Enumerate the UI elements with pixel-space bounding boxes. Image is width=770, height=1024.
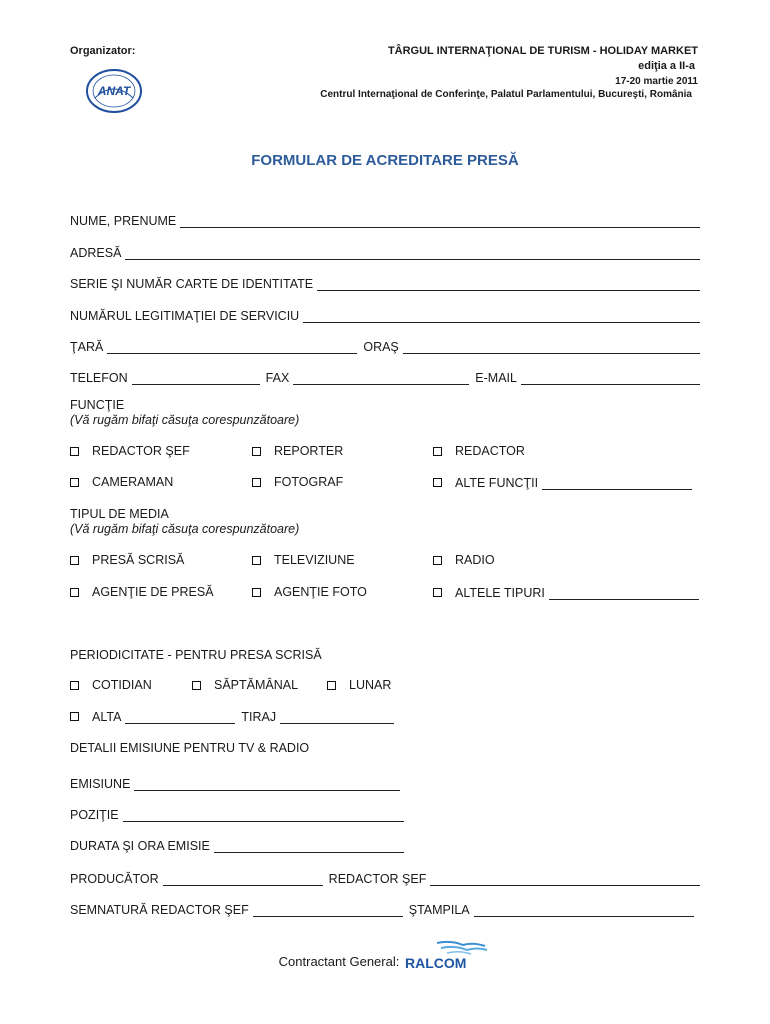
fax-field[interactable] [293, 372, 469, 385]
service-id-row [70, 303, 700, 323]
duration-row [70, 833, 404, 853]
country-label: ŢARĂ [70, 340, 104, 354]
checkbox-icon[interactable] [433, 478, 442, 487]
name-label: NUME, PRENUME [70, 214, 177, 228]
fax-label: FAX [265, 371, 290, 385]
address-label: ADRESĂ [70, 246, 122, 260]
email-label: E-MAIL [475, 371, 517, 385]
contractor-label: Contractant General: [278, 953, 400, 969]
function-hint: (Vă rugăm bifaţi căsuţa corespunzătoare) [70, 413, 300, 427]
anat-logo [85, 68, 143, 114]
stamp-field[interactable] [474, 904, 694, 917]
form-title: FORMULAR DE ACREDITARE PRESĂ [251, 152, 519, 169]
option-presa-scrisa[interactable]: PRESĂ SCRISĂ [70, 553, 184, 567]
option-fotograf[interactable]: FOTOGRAF [252, 475, 343, 489]
address-row [70, 240, 700, 260]
checkbox-icon[interactable] [70, 681, 79, 690]
chief-editor-label: REDACTOR ŞEF [328, 872, 427, 886]
option-reporter[interactable]: REPORTER [252, 444, 343, 458]
option-altele-tipuri[interactable]: ALTELE TIPURI [433, 585, 699, 600]
media-title: TIPUL DE MEDIA [70, 507, 169, 521]
producer-label: PRODUCĂTOR [70, 872, 159, 886]
event-dates: 17-20 martie 2011 [615, 76, 698, 87]
position-field[interactable] [123, 809, 404, 822]
event-edition: ediţia a II-a [638, 60, 695, 72]
footer [0, 940, 770, 972]
checkbox-icon[interactable] [70, 447, 79, 456]
chief-signature-label: SEMNATURĂ REDACTOR ŞEF [70, 903, 249, 917]
option-redactor[interactable]: REDACTOR [433, 444, 525, 458]
alta-field[interactable] [125, 711, 235, 724]
event-venue: Centrul Internaţional de Conferinţe, Palatul Parlamentului, Bucureşti, România [320, 89, 692, 100]
checkbox-icon[interactable] [252, 588, 261, 597]
city-field[interactable] [403, 341, 700, 354]
checkbox-icon[interactable] [433, 588, 442, 597]
option-agentie-presa[interactable]: AGENŢIE DE PRESĂ [70, 585, 214, 599]
chief-editor-field[interactable] [430, 873, 700, 886]
option-alte-functii[interactable]: ALTE FUNCŢII [433, 475, 692, 490]
service-id-field[interactable] [303, 310, 700, 323]
checkbox-icon[interactable] [433, 556, 442, 565]
address-field[interactable] [125, 247, 700, 260]
checkbox-icon[interactable] [70, 478, 79, 487]
logo-text: ANAT [97, 84, 131, 98]
phone-label: TELEFON [70, 371, 128, 385]
media-hint: (Vă rugăm bifaţi căsuţa corespunzătoare) [70, 522, 300, 536]
ralcom-text: RALCOM [405, 955, 467, 971]
tiraj-label: TIRAJ [241, 709, 277, 724]
id-card-label: SERIE ŞI NUMĂR CARTE DE IDENTITATE [70, 277, 314, 291]
position-label: POZIŢIE [70, 808, 119, 822]
show-label: EMISIUNE [70, 777, 131, 791]
producer-field[interactable] [163, 873, 323, 886]
checkbox-icon[interactable] [433, 447, 442, 456]
function-title: FUNCŢIE [70, 398, 125, 412]
broadcast-title: DETALII EMISIUNE PENTRU TV & RADIO [70, 741, 310, 755]
checkbox-icon[interactable] [70, 712, 79, 721]
email-field[interactable] [521, 372, 700, 385]
periodicity-title: PERIODICITATE - PENTRU PRESA SCRISĂ [70, 648, 322, 662]
id-card-row [70, 271, 700, 291]
event-title: TÂRGUL INTERNAŢIONAL DE TURISM - HOLIDAY MARKET [387, 45, 698, 57]
checkbox-icon[interactable] [70, 556, 79, 565]
service-id-label: NUMĂRUL LEGITIMAŢIEI DE SERVICIU [70, 309, 300, 323]
tiraj-field[interactable] [280, 711, 394, 724]
checkbox-icon[interactable] [70, 588, 79, 597]
chief-signature-field[interactable] [253, 904, 403, 917]
option-lunar[interactable]: LUNAR [327, 678, 391, 692]
show-row [70, 771, 400, 791]
altele-tipuri-field[interactable] [549, 587, 699, 600]
option-redactor-sef[interactable]: REDACTOR ŞEF [70, 444, 190, 458]
checkbox-icon[interactable] [252, 556, 261, 565]
checkbox-icon[interactable] [327, 681, 336, 690]
duration-field[interactable] [214, 840, 404, 853]
name-field[interactable] [180, 215, 700, 228]
ralcom-logo [403, 940, 491, 972]
phone-field[interactable] [132, 372, 260, 385]
duration-label: DURATA ŞI ORA EMISIE [70, 839, 210, 853]
country-field[interactable] [107, 341, 357, 354]
checkbox-icon[interactable] [252, 478, 261, 487]
option-agentie-foto[interactable]: AGENŢIE FOTO [252, 585, 367, 599]
country-city-row [70, 334, 700, 354]
option-alta[interactable]: ALTA TIRAJ [70, 709, 394, 724]
option-radio[interactable]: RADIO [433, 553, 495, 567]
alte-functii-field[interactable] [542, 477, 692, 490]
checkbox-icon[interactable] [192, 681, 201, 690]
producer-row [70, 866, 700, 886]
option-televiziune[interactable]: TELEVIZIUNE [252, 553, 355, 567]
stamp-label: ŞTAMPILA [408, 903, 470, 917]
name-row [70, 208, 700, 228]
organizer-label: Organizator: [70, 45, 136, 57]
option-cameraman[interactable]: CAMERAMAN [70, 475, 173, 489]
signature-row [70, 897, 694, 917]
option-saptamanal[interactable]: SĂPTĂMÂNAL [192, 678, 298, 692]
city-label: ORAŞ [363, 340, 399, 354]
show-field[interactable] [134, 778, 400, 791]
option-cotidian[interactable]: COTIDIAN [70, 678, 152, 692]
checkbox-icon[interactable] [252, 447, 261, 456]
id-card-field[interactable] [317, 278, 700, 291]
position-row [70, 802, 404, 822]
contact-row [70, 365, 700, 385]
